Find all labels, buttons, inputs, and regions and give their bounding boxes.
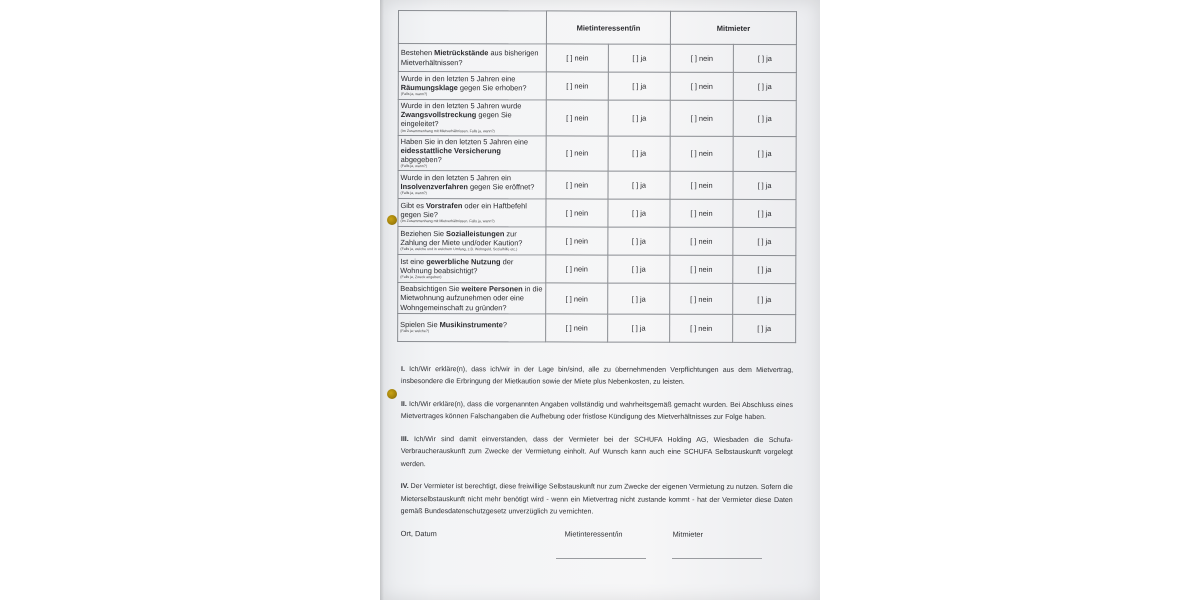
co-tenant-no-checkbox[interactable]: [ ] nein	[690, 81, 713, 91]
tenant-yes-checkbox[interactable]: [ ] ja	[631, 294, 646, 304]
declaration-text: Ich/Wir sind damit einverstanden, dass der Vermieter bei der SCHUFA Holding AG, Wiesbaden die Schufa-Verbraucherauskunft zum Zwecke der Vermietung einholt. Auf Wunsch kann auch eine SCHUFA Selbstauskunft vorgelegt werden.	[400, 435, 793, 468]
declaration-number: III.	[400, 435, 409, 443]
question-cell	[398, 44, 546, 72]
tenant-no-checkbox[interactable]: [ ] nein	[565, 293, 588, 304]
tenant-signature-label: Mietinteressent/in	[564, 529, 623, 539]
signature-area	[401, 529, 793, 560]
tenant-yes-checkbox[interactable]: [ ] ja	[632, 180, 647, 190]
header-tenant: Mietinteressent/in	[546, 11, 670, 44]
option-cell	[733, 200, 796, 228]
header-co-tenant: Mitmieter	[670, 11, 796, 44]
question-cell	[398, 100, 546, 136]
table-row	[398, 255, 796, 284]
table-row	[398, 44, 796, 73]
question-text: Beziehen Sie	[400, 229, 447, 239]
question-note: (Falls ja, welche und in welchem Umfang, z.B. Wohngeld, Sozialhilfe etc.)	[400, 247, 518, 252]
option-cell	[546, 100, 608, 136]
question-keyword: Musikinstrumente	[439, 320, 503, 330]
declaration-text: Ich/Wir erkläre(n), dass die vorgenannten Angaben vollständig und wahrheitsgemäß gemacht wurden. Bei Abschluss eines Mietvertrages können Falschangaben die Aufhebung oder fristlose Kündigung des Mietverhältnisses zur Folge haben.	[400, 400, 793, 422]
tenant-no-checkbox[interactable]: [ ] nein	[565, 180, 589, 190]
question-keyword: gewerbliche Nutzung	[426, 257, 501, 267]
place-date-label: Ort, Datum	[400, 528, 437, 538]
option-cell	[546, 44, 608, 72]
question-text: Ist eine	[400, 257, 427, 267]
question-text: Spielen Sie	[400, 320, 440, 330]
declaration-number: I.	[401, 365, 405, 373]
option-cell	[733, 256, 796, 284]
declaration-paragraph	[401, 399, 793, 425]
option-cell	[608, 255, 670, 283]
option-cell	[546, 199, 608, 227]
tenant-no-checkbox[interactable]: [ ] nein	[565, 323, 588, 333]
question-cell	[398, 199, 546, 227]
table-row	[398, 283, 796, 315]
question-text: Wurde in den letzten 5 Jahren ein	[400, 173, 511, 183]
question-cell	[398, 227, 546, 255]
question-text: Haben Sie in den letzten 5 Jahren eine	[400, 136, 529, 146]
co-tenant-no-checkbox[interactable]: [ ] nein	[690, 209, 713, 219]
option-cell	[733, 44, 796, 72]
declaration-number: II.	[400, 400, 407, 408]
option-cell	[670, 72, 733, 100]
question-note: (Im Zusammenhang mit Mietverhältnissen. Falls ja, wann?)	[400, 219, 495, 224]
question-text: aus bisherigen Mietverhältnissen?	[400, 48, 539, 67]
question-text: Wurde in den letzten 5 Jahren eine	[400, 73, 516, 84]
co-tenant-signature-label: Mitmieter	[672, 529, 704, 539]
option-cell	[733, 228, 796, 256]
question-note: (Falls ja, wann?)	[400, 191, 427, 196]
option-cell	[546, 136, 608, 172]
option-cell	[670, 100, 733, 136]
co-tenant-no-checkbox[interactable]: [ ] nein	[690, 181, 713, 191]
option-cell	[670, 283, 733, 314]
question-keyword: Mietrückstände	[434, 48, 489, 58]
option-cell	[546, 227, 608, 255]
option-cell	[733, 136, 796, 172]
option-cell	[608, 72, 670, 100]
option-cell	[546, 171, 608, 199]
question-text: abgegeben?	[400, 155, 442, 165]
question-note: (Im Zusammenhang mit Mietverhältnissen. Falls ja, wann?)	[400, 128, 495, 133]
option-cell	[608, 100, 670, 136]
question-text: zur Zahlung der Miete und/oder Kaution?	[400, 229, 523, 248]
option-cell	[670, 227, 733, 255]
tenant-no-checkbox[interactable]: [ ] nein	[566, 81, 589, 91]
option-cell	[608, 283, 670, 314]
question-cell	[398, 255, 546, 283]
declaration-text: Ich/Wir erkläre(n), dass ich/wir in der Lage bin/sind, alle zu übernehmenden Verpflichtungen aus dem Mietvertrag, insbesondere die Erbringung der Mietkaution sowie der Miete plus Nebenkosten, zu leisten.	[401, 365, 794, 387]
table-row	[398, 227, 796, 256]
co-tenant-no-checkbox[interactable]: [ ] nein	[690, 113, 713, 123]
table-row	[398, 313, 796, 342]
question-text: oder ein Haftbefehl gegen Sie?	[400, 201, 527, 220]
tenant-yes-checkbox[interactable]: [ ] ja	[631, 208, 646, 218]
question-keyword: Räumungsklage	[400, 83, 458, 93]
question-text: gegen Sie eingeleitet?	[400, 110, 512, 129]
co-tenant-yes-checkbox[interactable]: [ ] ja	[757, 149, 772, 159]
option-cell	[608, 314, 670, 342]
question-text: Gibt es	[400, 201, 426, 211]
question-keyword: Zwangsvollstreckung	[400, 110, 477, 120]
tenant-yes-checkbox[interactable]: [ ] ja	[632, 81, 647, 91]
co-tenant-no-checkbox[interactable]: [ ] nein	[690, 149, 713, 159]
question-note: (Falls ja, wann?)	[400, 92, 428, 97]
declaration-number: IV.	[400, 483, 409, 491]
option-cell	[608, 199, 670, 227]
tenant-no-checkbox[interactable]: [ ] nein	[566, 148, 589, 158]
question-text: Wurde in den letzten 5 Jahren wurde	[400, 101, 522, 111]
question-cell	[398, 283, 546, 314]
table-row	[398, 72, 796, 101]
questionnaire-table	[397, 10, 797, 343]
table-row	[398, 171, 796, 200]
option-cell	[608, 44, 670, 72]
tenant-no-checkbox[interactable]: [ ] nein	[566, 113, 589, 123]
option-cell	[733, 172, 796, 200]
table-row	[398, 199, 796, 228]
tenant-no-checkbox[interactable]: [ ] nein	[565, 236, 589, 246]
table-row	[398, 135, 796, 172]
tenant-no-checkbox[interactable]: [ ] nein	[566, 53, 589, 63]
table-row	[398, 100, 796, 137]
option-cell	[546, 72, 608, 100]
question-text: gegen Sie erhoben?	[457, 83, 527, 93]
tenant-yes-checkbox[interactable]: [ ] ja	[631, 236, 646, 246]
option-cell	[733, 100, 796, 136]
tenant-no-checkbox[interactable]: [ ] nein	[565, 208, 589, 218]
question-text: in die Mietwohnung aufzunehmen oder eine Wohngemeinschaft zu gründen?	[400, 284, 543, 312]
option-cell	[608, 136, 670, 172]
option-cell	[608, 227, 670, 255]
co-tenant-yes-checkbox[interactable]: [ ] ja	[757, 113, 772, 123]
tenant-yes-checkbox[interactable]: [ ] ja	[632, 53, 647, 63]
tenant-yes-checkbox[interactable]: [ ] ja	[631, 264, 646, 274]
co-tenant-no-checkbox[interactable]: [ ] nein	[690, 53, 713, 63]
question-cell	[398, 72, 546, 100]
question-note: (Falls ja: welche?)	[400, 329, 430, 334]
tenant-signature-line	[556, 558, 646, 559]
option-cell	[733, 284, 796, 315]
question-cell	[398, 135, 546, 171]
question-keyword: Vorstrafen	[425, 201, 463, 211]
option-cell	[608, 171, 670, 199]
question-keyword: weitere Personen	[461, 284, 523, 294]
co-tenant-yes-checkbox[interactable]: [ ] ja	[757, 323, 772, 333]
co-tenant-yes-checkbox[interactable]: [ ] ja	[757, 265, 772, 275]
header-question	[398, 11, 546, 44]
question-cell	[398, 171, 546, 199]
option-cell	[733, 72, 796, 100]
question-keyword: eidesstattliche Versicherung	[400, 145, 501, 156]
option-cell	[546, 314, 608, 342]
question-keyword: Sozialleistungen	[446, 229, 505, 239]
option-cell	[733, 314, 796, 342]
co-tenant-yes-checkbox[interactable]: [ ] ja	[757, 209, 772, 219]
option-cell	[670, 171, 733, 199]
option-cell	[670, 314, 733, 342]
declaration-paragraph	[401, 364, 793, 390]
option-cell	[670, 44, 733, 72]
option-cell	[546, 255, 608, 283]
form-sheet	[387, 10, 812, 560]
declaration-paragraph	[401, 481, 793, 520]
punch-hole-top	[387, 215, 397, 225]
tenant-yes-checkbox[interactable]: [ ] ja	[631, 323, 646, 333]
table-header-row	[398, 11, 796, 45]
co-tenant-yes-checkbox[interactable]: [ ] ja	[757, 294, 772, 304]
tenant-yes-checkbox[interactable]: [ ] ja	[632, 149, 647, 159]
co-tenant-yes-checkbox[interactable]: [ ] ja	[757, 81, 772, 92]
co-tenant-yes-checkbox[interactable]: [ ] ja	[757, 53, 772, 64]
declaration-paragraph	[401, 434, 793, 473]
question-note: (Falls ja, Zweck angeben)	[400, 275, 442, 280]
tenant-no-checkbox[interactable]: [ ] nein	[565, 264, 588, 274]
co-tenant-yes-checkbox[interactable]: [ ] ja	[757, 181, 772, 191]
question-cell	[398, 313, 546, 341]
co-tenant-signature-line	[672, 558, 762, 559]
option-cell	[670, 136, 733, 172]
question-text: ?	[502, 320, 508, 330]
co-tenant-no-checkbox[interactable]: [ ] nein	[690, 294, 713, 304]
punch-hole-bottom	[387, 389, 397, 399]
declarations	[401, 364, 793, 520]
question-keyword: Insolvenzverfahren	[400, 182, 468, 192]
question-text: Beabsichtigen Sie	[400, 284, 462, 294]
document-paper	[380, 0, 820, 600]
co-tenant-no-checkbox[interactable]: [ ] nein	[690, 237, 713, 247]
tenant-yes-checkbox[interactable]: [ ] ja	[632, 113, 647, 123]
question-text: der Wohnung beabsichtigt?	[400, 257, 514, 276]
question-text: gegen Sie eröffnet?	[467, 182, 535, 192]
question-note: (Falls ja, wann?)	[400, 164, 427, 169]
co-tenant-yes-checkbox[interactable]: [ ] ja	[757, 237, 772, 247]
co-tenant-no-checkbox[interactable]: [ ] nein	[690, 323, 713, 333]
co-tenant-no-checkbox[interactable]: [ ] nein	[690, 265, 713, 275]
declaration-text: Der Vermieter ist berechtigt, diese freiwillige Selbstauskunft nur zum Zwecke der eigenen Vermietung zu nutzen. Sofern die Mieterselbstauskunft nicht mehr benötigt wird - wenn ein Mietvertrag nicht zustande kommt - hat der Vermieter diese Daten gemäß Bundesdatenschutzgesetz unverzüglich zu vernichten.	[400, 483, 793, 516]
option-cell	[670, 199, 733, 227]
option-cell	[546, 283, 608, 314]
question-text: Bestehen	[400, 48, 435, 58]
option-cell	[670, 255, 733, 283]
